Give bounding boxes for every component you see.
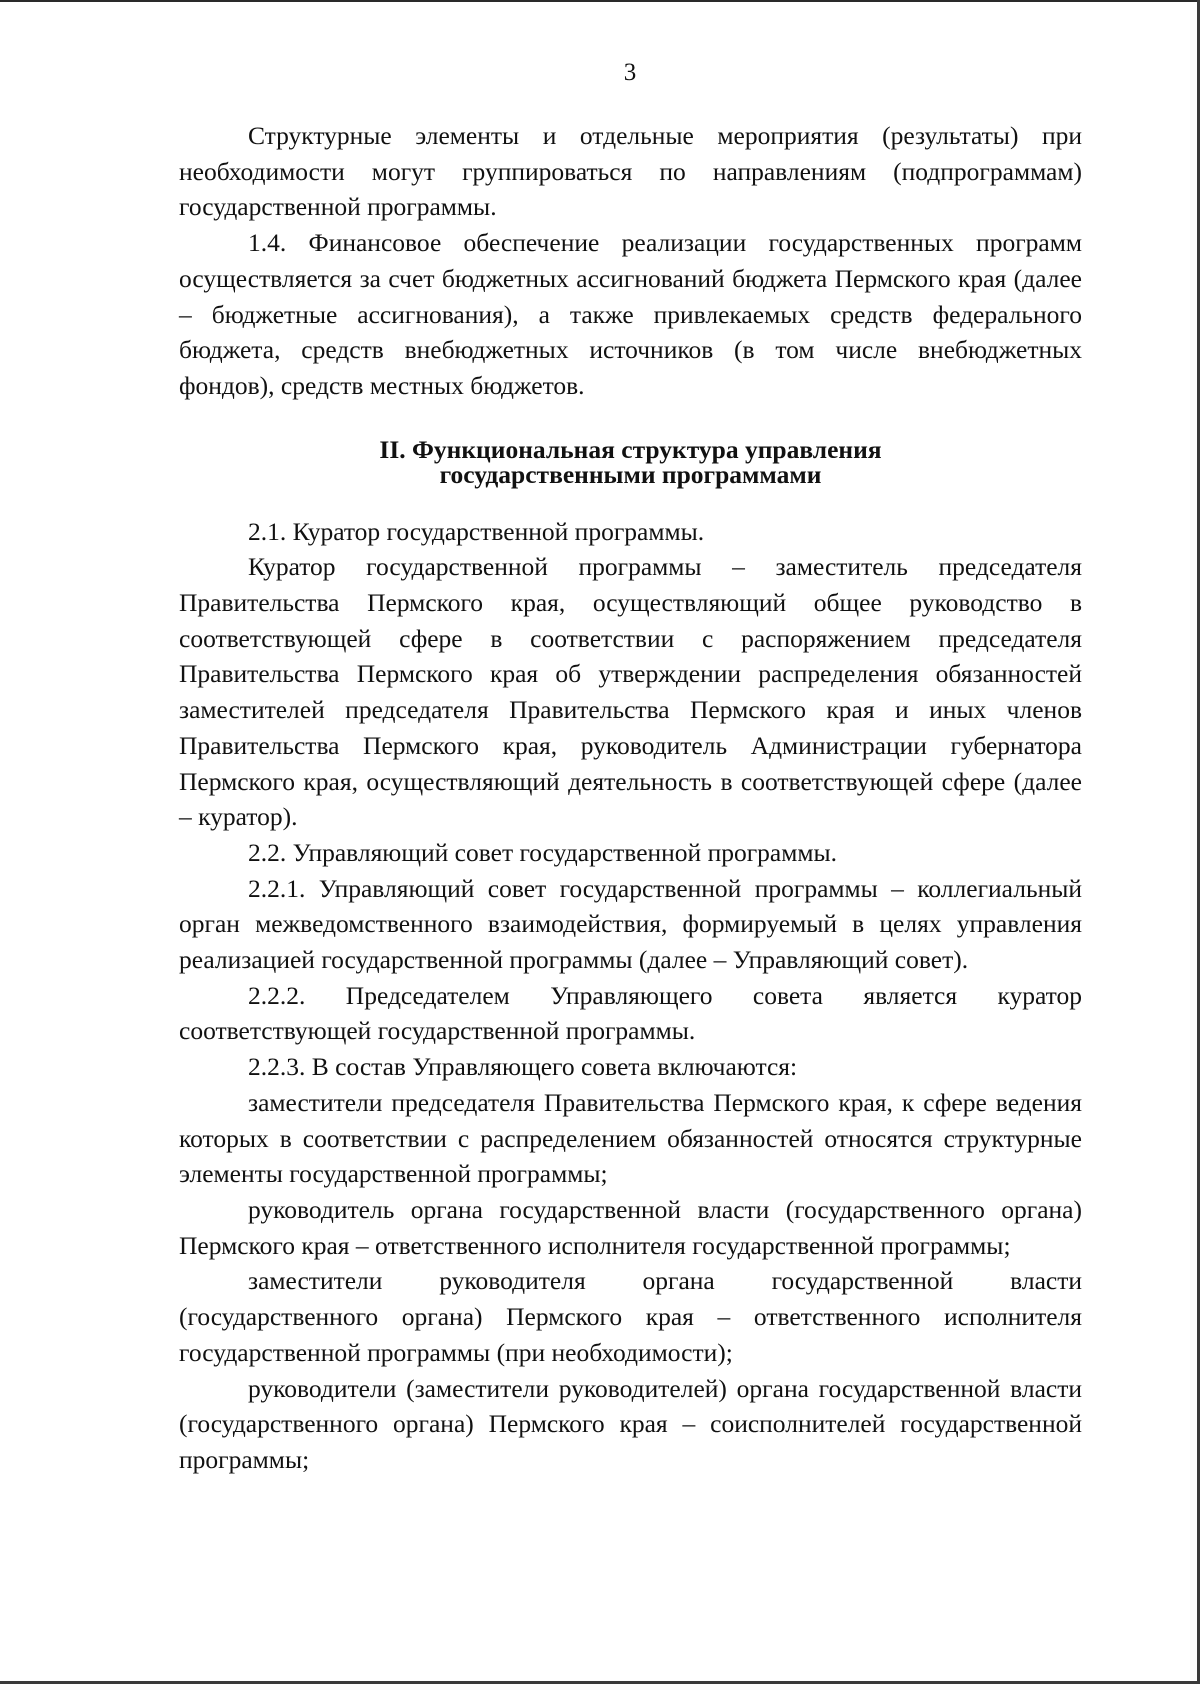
- section-heading-line-1: II. Функциональная структура управления: [379, 434, 882, 464]
- paragraph-curator-definition: Куратор государственной программы – заместитель председателя Правительства Пермского края, осуществляющий общее руководство в соответствующей сфере в соответствии с распоряжением председателя Правительства Пермского края об утверждении распределения обязанностей заместителей председателя Правительства Пермского края и иных членов Правительства Пермского края, руководитель Администрации губернатора Пермского края, осуществляющий деятельность в соответствующей сфере (далее – куратор).: [179, 552, 1082, 832]
- document-body: [179, 118, 1082, 1478]
- scan-edge-top: [0, 0, 1200, 2]
- paragraph-2-2-1-council-definition: 2.2.1. Управляющий совет государственной программы – коллегиальный орган межведомственного взаимодействия, формируемый в целях управления реализацией государственной программы (далее – Управляющий совет).: [179, 873, 1082, 975]
- section-heading-line-2: государственными программами: [439, 459, 822, 489]
- paragraph-2-2-3-composition: 2.2.3. В состав Управляющего совета включаются:: [248, 1052, 798, 1082]
- paragraph-2-2-council-title: 2.2. Управляющий совет государственной программы.: [248, 837, 838, 867]
- paragraph-2-2-2-chairman: 2.2.2. Председателем Управляющего совета является куратор соответствующей государственной программы.: [179, 980, 1082, 1046]
- paragraph-composition-deputy-chairmen: заместители председателя Правительства Пермского края, к сфере ведения которых в соответствии с распределением обязанностей относятся структурные элементы государственной программы;: [179, 1087, 1082, 1189]
- paragraph-composition-deputy-heads: заместители руководителя органа государственной власти (государственного органа) Пермского края – ответственного исполнителя государственной программы (при необходимости);: [179, 1266, 1082, 1367]
- paragraph-structural-elements: Структурные элементы и отдельные мероприятия (результаты) при необходимости могут группироваться по направлениям (подпрограммам) государственной программы.: [179, 121, 1082, 222]
- paragraph-composition-head-responsible: руководитель органа государственной власти (государственного органа) Пермского края – ответственного исполнителя государственной программы;: [179, 1194, 1082, 1260]
- paragraph-composition-co-executors: руководители (заместители руководителей) органа государственной власти (государственного органа) Пермского края – соисполнителей государственной программы;: [179, 1373, 1082, 1474]
- page-number: 3: [623, 59, 637, 86]
- paragraph-2-1-curator-title: 2.1. Куратор государственной программы.: [248, 516, 705, 546]
- section-heading: [179, 434, 1082, 489]
- paragraph-1-4-financing: 1.4. Финансовое обеспечение реализации государственных программ осуществляется за счет бюджетных ассигнований бюджета Пермского края (далее – бюджетные ассигнования), а также привлекаемых средств федерального бюджета, средств внебюджетных источников (в том числе внебюджетных фондов), средств местных бюджетов.: [179, 228, 1082, 400]
